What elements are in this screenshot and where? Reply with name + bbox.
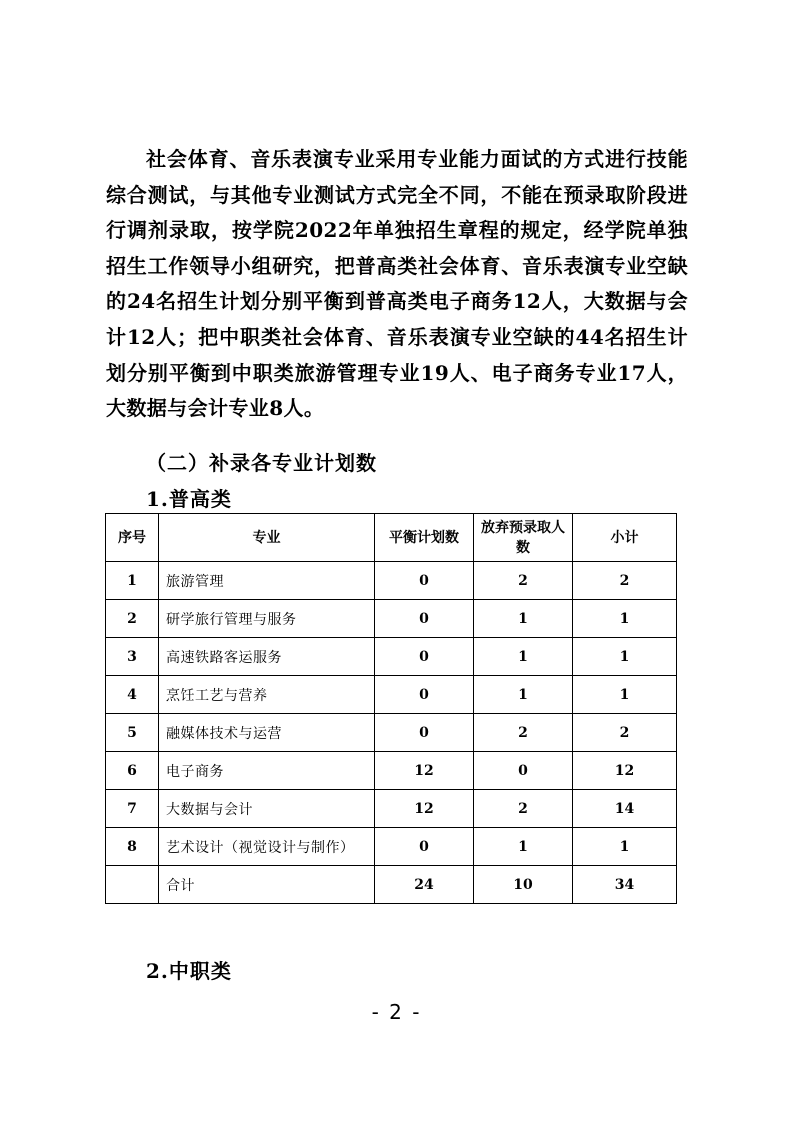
cell-abandoned: 2 bbox=[474, 714, 573, 752]
cell-balanced: 12 bbox=[375, 752, 474, 790]
subheading-puGao: 1.普高类 bbox=[146, 487, 232, 511]
cell-balanced: 0 bbox=[375, 714, 474, 752]
cell-total-abandoned: 10 bbox=[474, 866, 573, 904]
cell-subtotal: 14 bbox=[573, 790, 677, 828]
cell-major: 旅游管理 bbox=[159, 562, 375, 600]
cell-seq: 3 bbox=[106, 638, 159, 676]
cell-balanced: 0 bbox=[375, 828, 474, 866]
cell-abandoned: 1 bbox=[474, 638, 573, 676]
cell-major: 烹饪工艺与营养 bbox=[159, 676, 375, 714]
cell-seq bbox=[106, 866, 159, 904]
cell-major: 大数据与会计 bbox=[159, 790, 375, 828]
page-number: - 2 - bbox=[371, 1000, 422, 1024]
table-row bbox=[106, 600, 677, 638]
cell-balanced: 0 bbox=[375, 676, 474, 714]
table-row bbox=[106, 638, 677, 676]
cell-seq: 4 bbox=[106, 676, 159, 714]
body-paragraph: 社会体育、音乐表演专业采用专业能力面试的方式进行技能综合测试，与其他专业测试方式完全不同，不能在预录取阶段进行调剂录取，按学院2022年单独招生章程的规定，经学院单独招生工作领导小组研究，把普高类社会体育、音乐表演专业空缺的24名招生计划分别平衡到普高类电子商务12人，大数据与会计12人；把中职类社会体育、音乐表演专业空缺的44名招生计划分别平衡到中职类旅游管理专业19人、电子商务专业17人，大数据与会计专业8人。 bbox=[106, 147, 688, 421]
cell-abandoned: 1 bbox=[474, 828, 573, 866]
cell-abandoned: 2 bbox=[474, 790, 573, 828]
cell-subtotal: 1 bbox=[573, 600, 677, 638]
cell-major: 融媒体技术与运营 bbox=[159, 714, 375, 752]
cell-seq: 2 bbox=[106, 600, 159, 638]
cell-abandoned: 1 bbox=[474, 600, 573, 638]
header-subtotal: 小计 bbox=[573, 514, 677, 562]
cell-subtotal: 2 bbox=[573, 562, 677, 600]
cell-balanced: 0 bbox=[375, 600, 474, 638]
plan-table bbox=[105, 513, 677, 904]
table-row bbox=[106, 562, 677, 600]
cell-major: 电子商务 bbox=[159, 752, 375, 790]
cell-subtotal: 1 bbox=[573, 828, 677, 866]
cell-subtotal: 2 bbox=[573, 714, 677, 752]
cell-seq: 6 bbox=[106, 752, 159, 790]
header-major: 专业 bbox=[159, 514, 375, 562]
cell-abandoned: 0 bbox=[474, 752, 573, 790]
cell-subtotal: 12 bbox=[573, 752, 677, 790]
cell-major: 研学旅行管理与服务 bbox=[159, 600, 375, 638]
subheading-zhongZhi: 2.中职类 bbox=[146, 959, 232, 983]
cell-abandoned: 2 bbox=[474, 562, 573, 600]
cell-total-label: 合计 bbox=[159, 866, 375, 904]
cell-major: 高速铁路客运服务 bbox=[159, 638, 375, 676]
cell-abandoned: 1 bbox=[474, 676, 573, 714]
cell-major: 艺术设计（视觉设计与制作） bbox=[159, 828, 375, 866]
table-row bbox=[106, 676, 677, 714]
header-seq: 序号 bbox=[106, 514, 159, 562]
table-row bbox=[106, 752, 677, 790]
cell-balanced: 0 bbox=[375, 562, 474, 600]
table-row bbox=[106, 828, 677, 866]
cell-seq: 1 bbox=[106, 562, 159, 600]
header-balanced: 平衡计划数 bbox=[375, 514, 474, 562]
cell-balanced: 0 bbox=[375, 638, 474, 676]
cell-seq: 8 bbox=[106, 828, 159, 866]
table-row bbox=[106, 790, 677, 828]
cell-balanced: 12 bbox=[375, 790, 474, 828]
table-total-row bbox=[106, 866, 677, 904]
table-row bbox=[106, 714, 677, 752]
table-header-row bbox=[106, 514, 677, 562]
cell-total-subtotal: 34 bbox=[573, 866, 677, 904]
cell-seq: 7 bbox=[106, 790, 159, 828]
cell-seq: 5 bbox=[106, 714, 159, 752]
cell-subtotal: 1 bbox=[573, 638, 677, 676]
section-heading: （二）补录各专业计划数 bbox=[146, 451, 377, 475]
header-abandoned bbox=[474, 514, 573, 562]
cell-total-balanced: 24 bbox=[375, 866, 474, 904]
cell-subtotal: 1 bbox=[573, 676, 677, 714]
header-abandoned-text: 放弃预录取人数 bbox=[481, 519, 565, 556]
